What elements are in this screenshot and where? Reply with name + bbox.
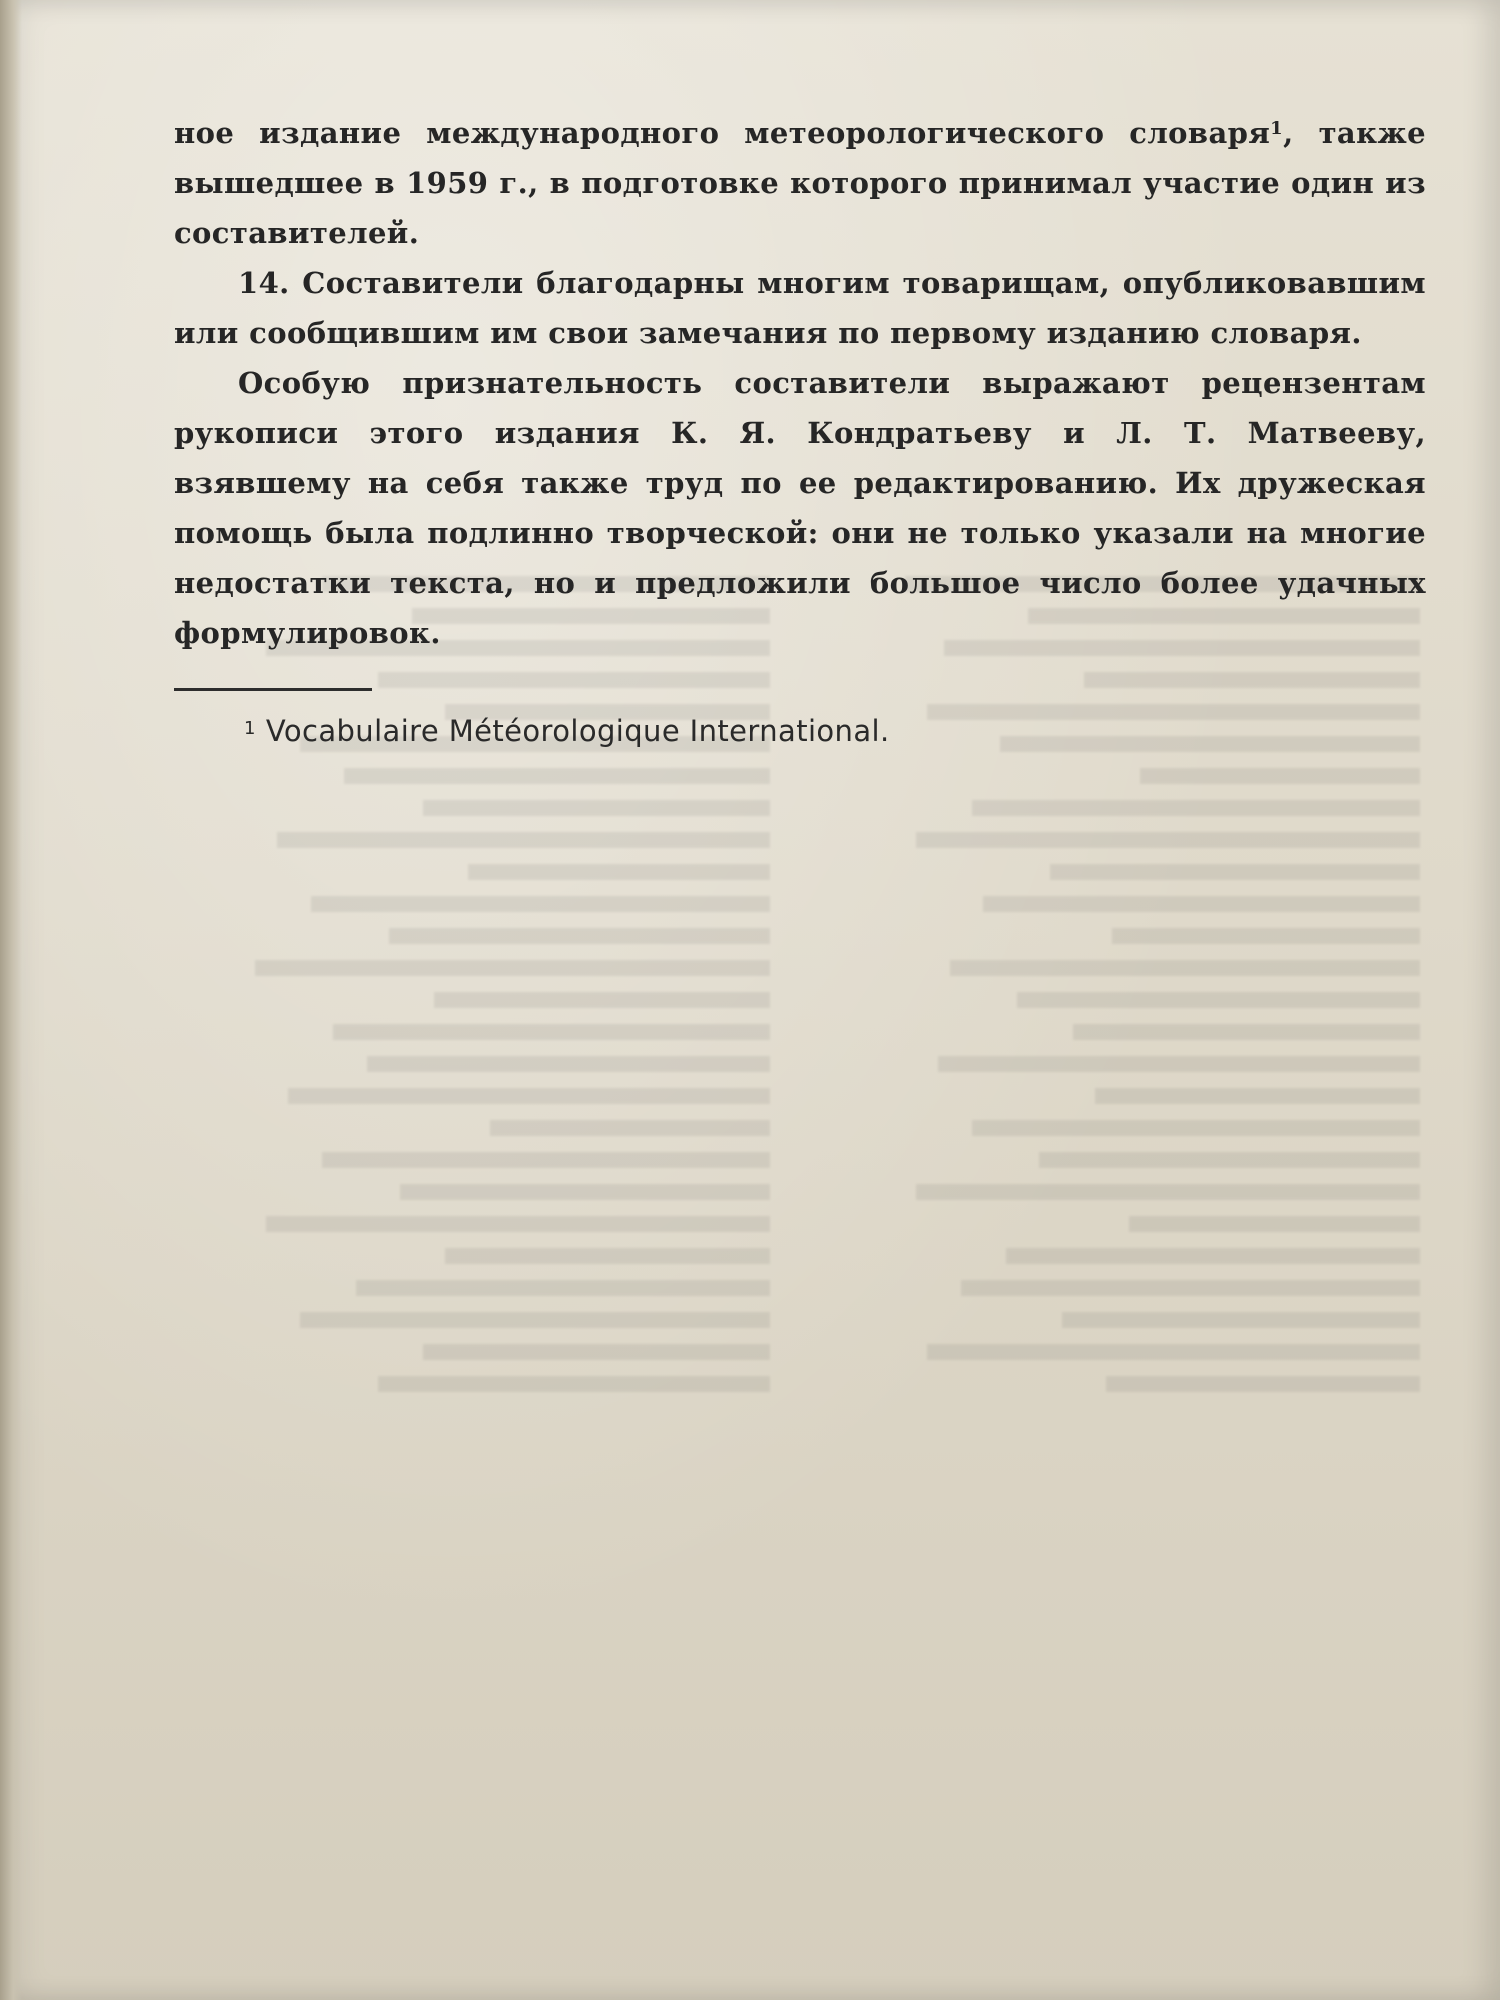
paragraph-item-14: 14. Составители благодарны многим товарищам, опубликовавшим или сообщившим им свои замечания по первому изданию словаря. bbox=[174, 266, 1426, 350]
footnote-mark: 1 bbox=[244, 718, 256, 739]
page-text-block bbox=[174, 108, 1426, 753]
paragraph-text: ное издание международного метеорологического словаря bbox=[174, 116, 1271, 150]
paragraph-continuation bbox=[174, 108, 1426, 258]
paragraph-acknowledgements: Особую признательность составители выражают рецензентам рукописи этого издания К. Я. Кондратьеву и Л. Т. Матвееву, взявшему на себя также труд по ее редактированию. Их дружеская помощь была подлинно творческой: они не только указали на многие недостатки текста, но и предложили большое число более удачных формулировок. bbox=[174, 366, 1426, 650]
footnote-separator-line bbox=[174, 688, 372, 691]
reverse-side-bleed-through bbox=[160, 560, 1420, 1980]
footnote bbox=[244, 709, 1426, 753]
paragraph-text: , также вышедшее в 1959 г., в подготовке которого принимал участие один из составителей. bbox=[174, 116, 1427, 250]
footnote-reference-mark: 1 bbox=[1270, 118, 1284, 139]
page-binding-shadow bbox=[0, 0, 22, 2000]
footnote-text: Vocabulaire Météorologique International. bbox=[265, 714, 890, 748]
